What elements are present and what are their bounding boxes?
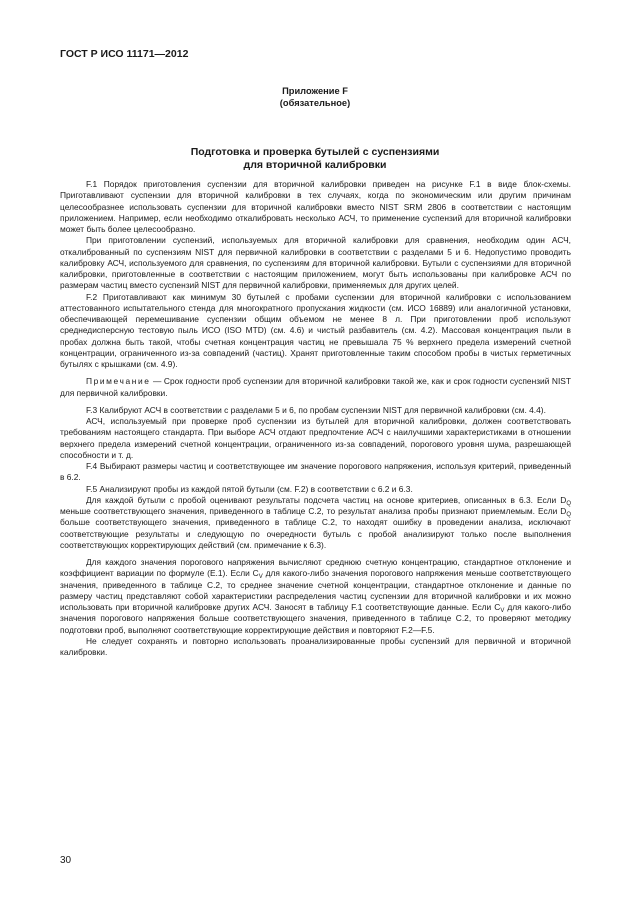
paragraph-f4: F.4 Выбирают размеры частиц и соответствующее им значение порогового напряжения, используя критерий, приведенный в 6.2. [60,461,571,483]
paragraph-f5-statistics [60,557,571,636]
note-lead: Примечание [86,376,151,387]
section-title-line1: Подготовка и проверка бутылей с суспензиями [190,146,440,158]
subscript: V [258,574,263,581]
annex-type: (обязательное) [279,98,351,108]
paragraph-f1: F.1 Порядок приготовления суспензии для вторичной калибровки приведен на рисунке F.1 в виде блок-схемы. Приготавливают суспензии для вторичной калибровки в тех случаях, когда по экономическим или другим причинам целесообразнее использовать суспензии для вторичной калибровки вместо NIST SRM 2806 в соответствии с настоящим приложением. Например, если необходимо откалибровать несколько АСЧ, то применение суспензий для вторичной калибровки может быть более целесообразно. [60,179,571,234]
subscript: Q [566,500,571,507]
note [60,376,571,399]
paragraph-f2: F.2 Приготавливают как минимум 30 бутылей с пробами суспензии для вторичной калибровки с использованием аттестованного испытательного стенда для многократного пропускания жидкости (см. ИСО 16889) или аналогичной установки, обеспечивающей перемешивание суспензии общим объемом не менее 8 л. При приготовлении проб используют среднедисперсную тестовую пыль ИСО (ISO MTD) (см. 4.6) и чистый разбавитель (см. 4.2). Массовая концентрация пыли в пробах должна быть такой, чтобы счетная концентрация частиц не превышала 75 % верхнего предела измерений счетной концентрации, ограниченного из-за совпадений (частиц). Хранят приготовленные таким способом пробы в чистых герметичных бутылях с крышками (см. 4.9). [60,291,571,369]
text-run: для какого-либо значения порогового напряжения больше соответствующего значения, приведенного в таблице С.2, то проверяют методику подготовки проб, выполняют соответствующие корректирующие действия и повторяют F.2—F.5. [60,602,571,635]
paragraph-f5: F.5 Анализируют пробы из каждой пятой бутыли (см. F.2) в соответствии с 6.2 и 6.3. [86,483,413,494]
text-run: больше соответствующего значения, приведенного в таблице С.2, то находят ошибку в проведении анализа, исключают соответствующие результаты и следующую по очередности бутыль с пробой анализируют только после выполнения соответствующих корректирующих действий (см. примечание к 6.3). [60,517,571,550]
subscript: Q [566,512,571,518]
page-number: 30 [60,855,72,866]
paragraph-f5-criteria [60,495,571,551]
note-text: — Срок годности проб суспензии для вторичной калибровки такой же, как и срок годности суспензий NIST для первичной калибровки. [60,376,571,398]
text-run: Для каждого значения порогового напряжения вычисляют среднюю счетную концентрацию, стандартное отклонение и коэффициент вариации по формуле (Е.1). Если C [60,557,571,579]
paragraph-f5-final: Не следует сохранять и повторно использовать проанализированные пробы суспензий для первичной и вторичной калибровки. [60,635,571,657]
text-run: Для каждой бутыли с пробой оценивают результаты подсчета частиц на основе критериев, описанных в 6.3. Если D [86,494,567,505]
annex-title: Приложение F [282,86,348,96]
standard-header: ГОСТ Р ИСО 11171—2012 [60,48,189,60]
section-title-line2: для вторичной калибровки [243,159,387,171]
document-body [60,179,571,658]
text-run: для какого-либо значения порогового напряжения меньше соответствующего значения, приведенного в таблице С.2, то среднее значение счетной концентрации, стандартное отклонение и данные по размеру частиц представляют собой характеристики распределения частиц суспензии для вторичной калибровки и их можно использовать при вторичной калибровке других АСЧ. Заносят в таблицу F.1 соответствующие данные. Если C [60,568,571,612]
paragraph-f3: F.3 Калибруют АСЧ в соответствии с разделами 5 и 6, по пробам суспензии NIST для первичной калибровки (см. 4.4). [86,404,546,415]
paragraph-f3-continued: АСЧ, используемый при проверке проб суспензии из бутылей для вторичной калибровки, должен соответствовать требованиям настоящего стандарта. При выборе АСЧ отдают предпочтение АСЧ с наилучшими характеристиками в отношении верхнего предела измерений счетной концентрации, ограниченного из-за совпадений, порогового уровня шума, разрешающей способности и т. д. [60,416,571,460]
subscript: V [500,608,505,614]
text-run: меньше соответствующего значения, приведенного в таблице С.2, то результат анализа пробы признают приемлемым. Если D [60,506,567,516]
paragraph-f1-continued: При приготовлении суспензий, используемых для вторичной калибровки для сравнения, необходим один АСЧ, откалиброванный по суспензиям NIST для первичной калибровки в соответствии с разделами 5 и 6. Недопустимо проводить калибровку АСЧ, используемого для сравнения, по суспензиям для вторичной калибровки. Бутыли с суспензиями для вторичной калибровки, приготовленные в соответствии с настоящим приложением, могут быть использованы при калибровке АСЧ по размерам частиц вместо суспензий NIST для первичной калибровки, применяемых для других целей. [60,235,571,291]
